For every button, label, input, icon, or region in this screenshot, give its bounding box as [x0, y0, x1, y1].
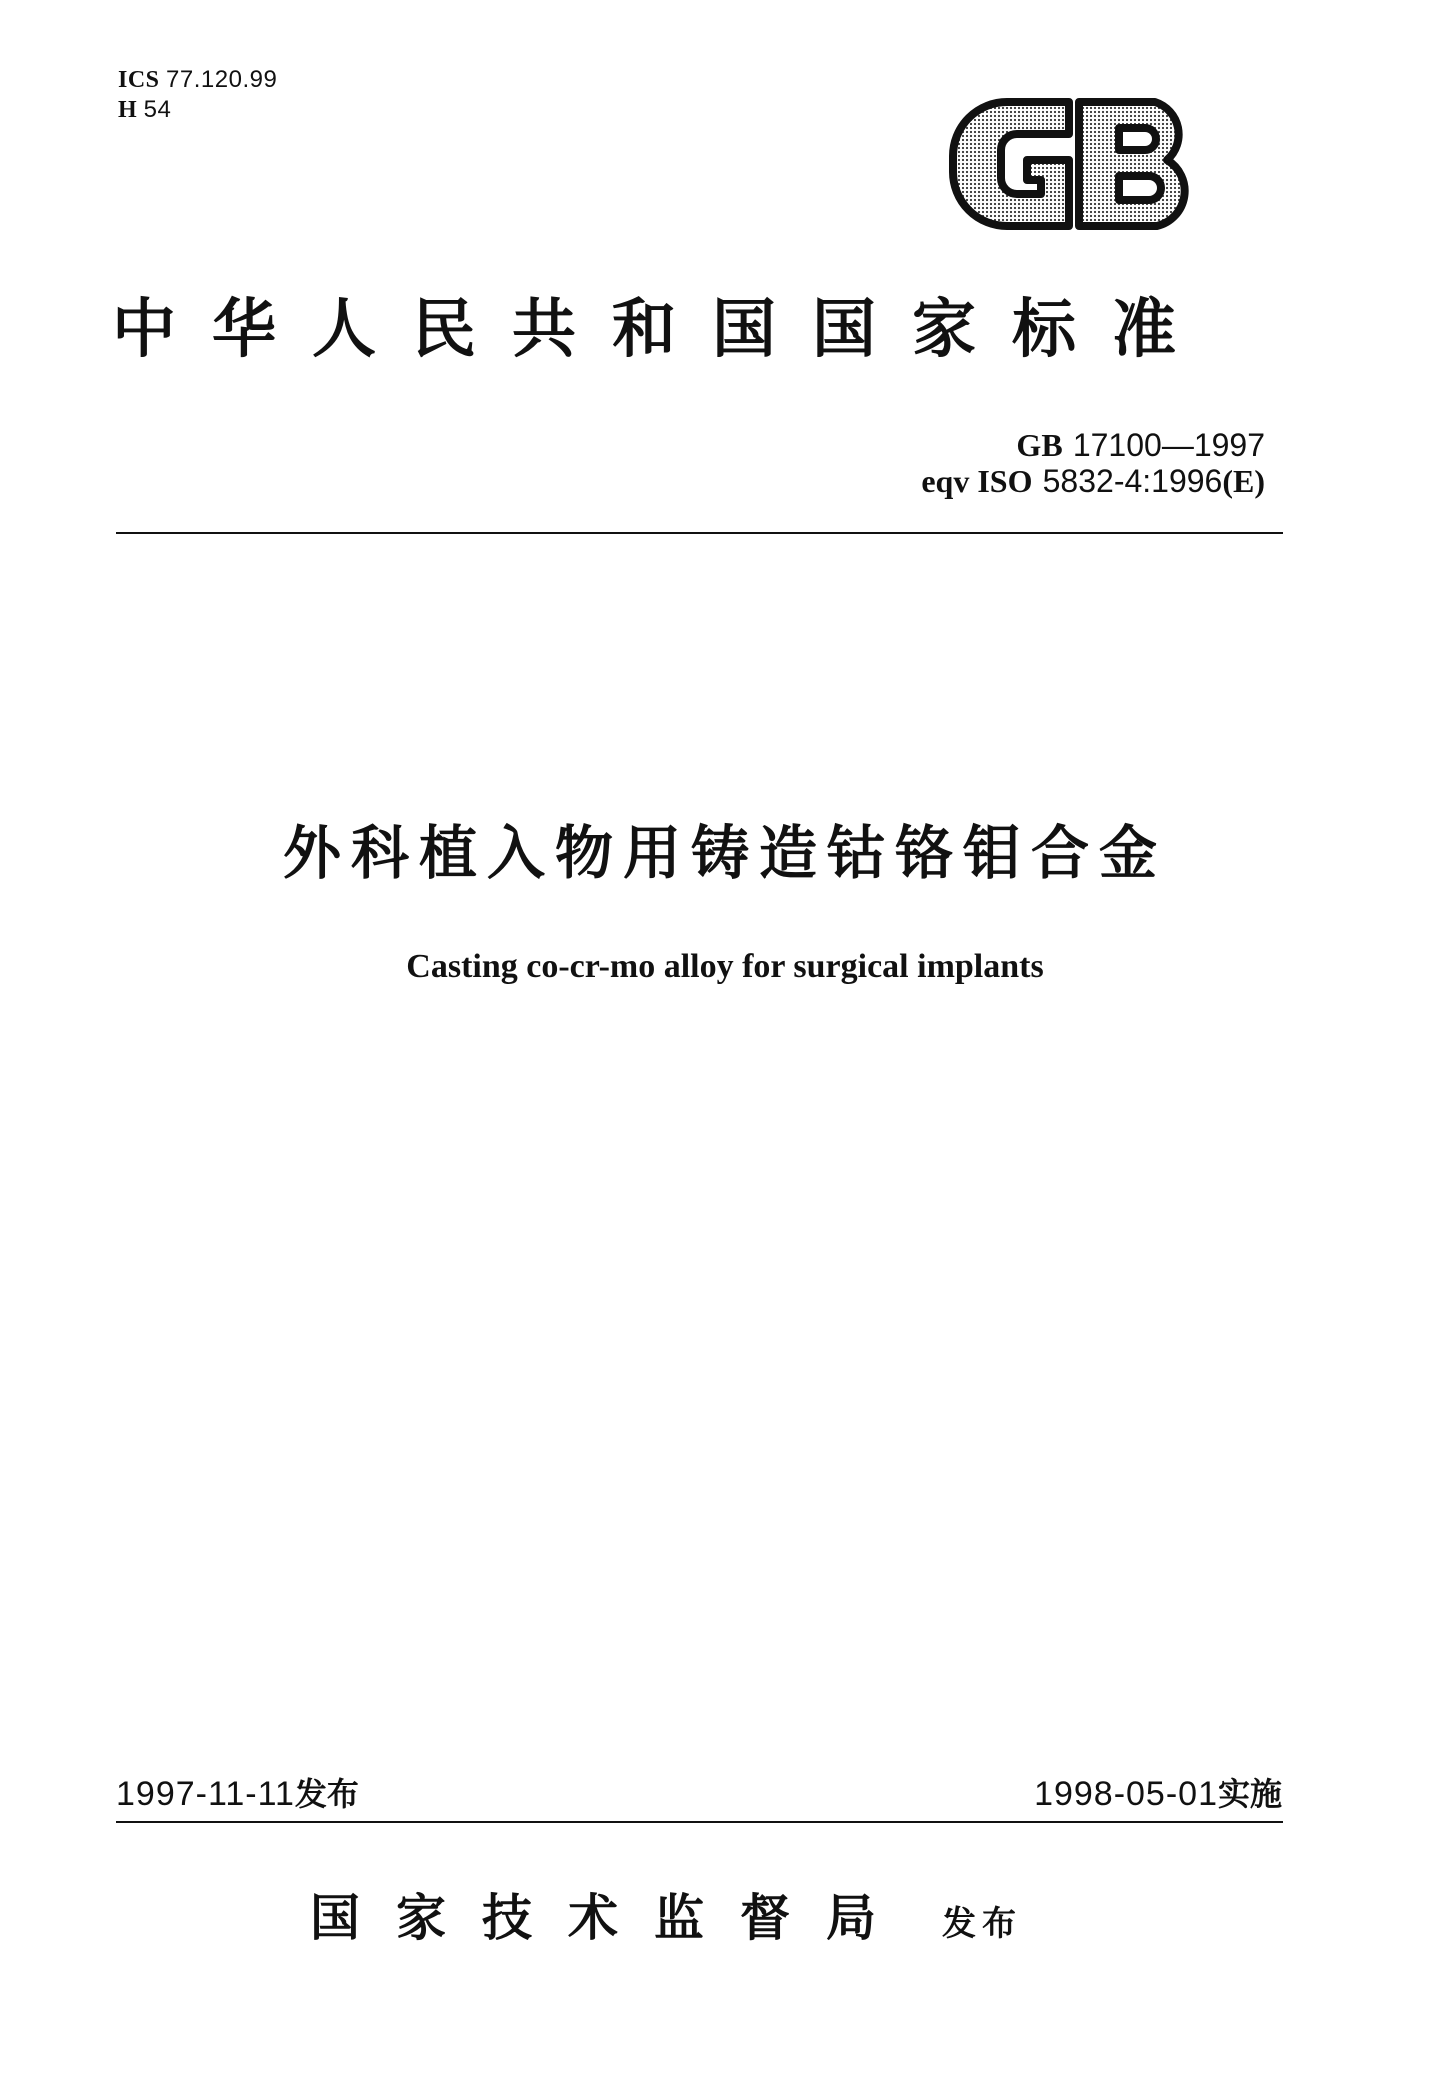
footer-divider [116, 1821, 1283, 1823]
gb-logo-icon [945, 94, 1200, 234]
issue-date [116, 1774, 359, 1814]
ics-code: 77.120.99 [166, 66, 278, 93]
document-title-chinese: 外科植入物用铸造钴铬钼合金 [282, 819, 1167, 887]
effective-date-label: 实施 [1217, 1775, 1282, 1813]
issuer-name: 国家技术监督局 [310, 1888, 912, 1947]
issuer [310, 1888, 1022, 1954]
standard-code [1016, 426, 1265, 464]
equivalent-number: 5832-4:1996 [1042, 463, 1223, 499]
effective-date [1034, 1774, 1282, 1814]
ccs-classification [118, 96, 171, 124]
ics-classification [118, 66, 277, 94]
standard-code-prefix: GB [1016, 427, 1063, 463]
standard-code-number: 17100—1997 [1072, 427, 1265, 463]
equivalent-standard [921, 462, 1265, 500]
ccs-code: 54 [143, 96, 172, 123]
equivalent-prefix: eqv ISO [921, 463, 1033, 499]
header-divider [116, 532, 1283, 534]
issuer-label: 发布 [942, 1904, 1022, 1944]
equivalent-suffix: (E) [1222, 463, 1265, 499]
issue-date-label: 发布 [294, 1775, 359, 1813]
document-title-english: Casting co-cr-mo alloy for surgical implants [406, 948, 1044, 985]
ics-prefix: ICS [118, 67, 160, 93]
effective-date-value: 1998-05-01 [1034, 1775, 1218, 1813]
issue-date-value: 1997-11-11 [116, 1775, 295, 1813]
ccs-prefix: H [118, 97, 138, 123]
national-standard-heading: 中华人民共和国国家标准 [112, 292, 1212, 367]
